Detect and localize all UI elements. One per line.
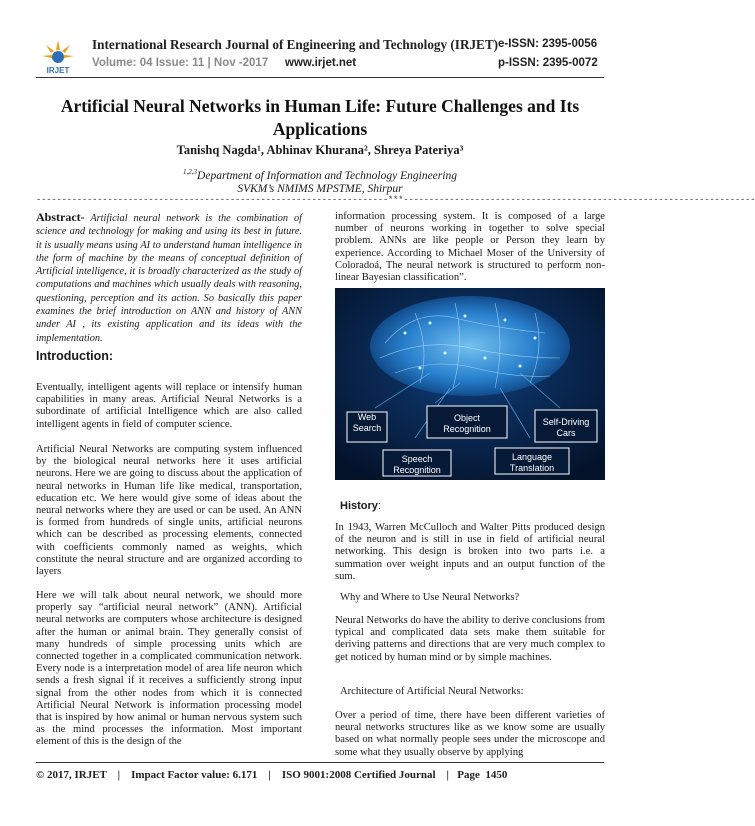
why-heading: Why and Where to Use Neural Networks? <box>340 592 520 603</box>
history-colon: : <box>377 500 381 512</box>
footer-sep-2: | <box>268 769 271 781</box>
abstract-text: Artificial neural network is the combination of science and technology for making and using its best in future. it is usually means using AI to understand human intelligence in the form of machine by the means of conceptual definition of Artificial intelligence, it is broadly characterized as the study of computations and machines which usually deals with reasoning, questioning, perception and its action. So basically this paper examines the brief introduction on ANN and history of ANN under AI , its existing application and its ideas with the implementation. <box>36 213 302 344</box>
affiliation-superscript: 1,2,3 <box>183 168 198 176</box>
figure-label-web-search: Web Search <box>352 412 382 433</box>
intro-paragraph-1: Eventually, intelligent agents will replace or intensify human capabilities in many areas. Artificial Neural Networks is a subordinate of artificial Intelligence which are also called intelligent agents in field of computer science. <box>36 382 302 430</box>
intro-paragraph-3: Here we will talk about neural network, we should more properly say “artificial neural network” (ANN). Artificial neural networks are computers whose architecture is designed after the human or animal brain. They generally consist of many hundreds of simple processing units which are connected together in a complicated communication network. Every node is a interpretation model of area life neuron which sends a fresh signal if it receives a sufficiently strong input signal from the other nodes from which it is connected Artificial Neural Network is information processing model that is inspired by how animal or human nervous system such as the mind processes the information. Most important element of this is the design of the <box>36 590 302 748</box>
history-heading-text: History <box>340 500 378 512</box>
intro-paragraph-2: Artificial Neural Networks are computing system influenced by the biological neural networks here it uses artificial neurons. Here we are going to discuss about the application of neural networks in Human life like medical, transportation, education etc. We here would give some of ideas about the neural networks where they are used or can be used. An ANN is formed from hundreds of single units, artificial neurons which can be described as processing elements, connected with coefficients commonly named as weights, which constitute the neural structure and are organized according to layers <box>36 444 302 578</box>
logo-text: IRJET <box>46 66 70 75</box>
footer-sep-1: | <box>117 769 121 781</box>
irjet-logo <box>40 38 76 76</box>
volume-issue: Volume: 04 Issue: 11 | Nov -2017 <box>92 57 269 69</box>
abstract-label: Abstract- <box>36 210 85 224</box>
footer-impact-factor: Impact Factor value: 6.171 <box>131 769 258 781</box>
eissn: e-ISSN: 2395-0056 <box>498 38 598 50</box>
affiliation-institute: SVKM’s NMIMS MPSTME, Shirpur <box>237 183 403 195</box>
footer-rule <box>36 762 604 763</box>
pissn: p-ISSN: 2395-0072 <box>498 57 598 69</box>
right-paragraph-1: information processing system. It is composed of a large number of neurons working in together to solve special problem. ANNs are like people or Person they learn by experience. According to Michael Moser of the University of Coloradoá, The neural network is structured to perform non-linear Bayesian classification”. <box>335 211 605 284</box>
section-divider: ---------------------------------------------------------------------***--------------------------------------------------------------------- <box>36 195 755 205</box>
journal-website[interactable]: www.irjet.net <box>285 57 357 69</box>
architecture-paragraph: Over a period of time, there have been different varieties of neural networks structures like as we know some are usually based on what normally people sees under the microscope and some what they usually observe by applying <box>335 710 605 758</box>
footer-sep-3: | <box>446 769 449 781</box>
figure-label-language-translation: Language Translation <box>509 452 555 473</box>
history-paragraph: In 1943, Warren McCulloch and Walter Pitts produced design of the neuron and is still in use in field of artificial neural networking. This design is broken into two parts i.e. a summation over weight inputs and an output function of the sum. <box>335 522 605 582</box>
history-heading <box>340 500 381 512</box>
paper-title: Artificial Neural Networks in Human Life: Future Challenges and Its Applications <box>60 96 580 139</box>
figure-label-object-recognition: Object Recognition <box>443 413 491 434</box>
footer-copyright: © 2017, IRJET <box>36 769 107 781</box>
header-rule <box>36 77 604 78</box>
footer-page-label: Page <box>457 769 480 781</box>
footer-page-number: 1450 <box>485 769 508 781</box>
author-list: Tanishq Nagda¹, Abhinav Khurana², Shreya Pateriya³ <box>176 143 464 157</box>
figure-label-self-driving: Self-Driving Cars <box>542 417 590 438</box>
affiliation-department <box>40 168 600 182</box>
footer-iso: ISO 9001:2008 Certified Journal <box>281 769 436 781</box>
page-footer <box>36 769 604 781</box>
brain-icon <box>370 296 570 396</box>
abstract <box>36 211 302 345</box>
why-paragraph: Neural Networks do have the ability to derive conclusions from typical and complicated data sets make them suitable for deriving patterns and directions that are very much complex to get noticed by human mind or by simple machines. <box>335 615 605 663</box>
figure-label-speech-recognition: Speech Recognition <box>393 454 441 475</box>
introduction-heading: Introduction: <box>36 349 114 363</box>
architecture-heading: Architecture of Artificial Neural Networks: <box>340 686 524 697</box>
neural-network-figure <box>335 288 605 480</box>
affiliation-text: Department of Information and Technology Engineering <box>197 169 457 182</box>
journal-title: International Research Journal of Engineering and Technology (IRJET) <box>92 37 499 52</box>
